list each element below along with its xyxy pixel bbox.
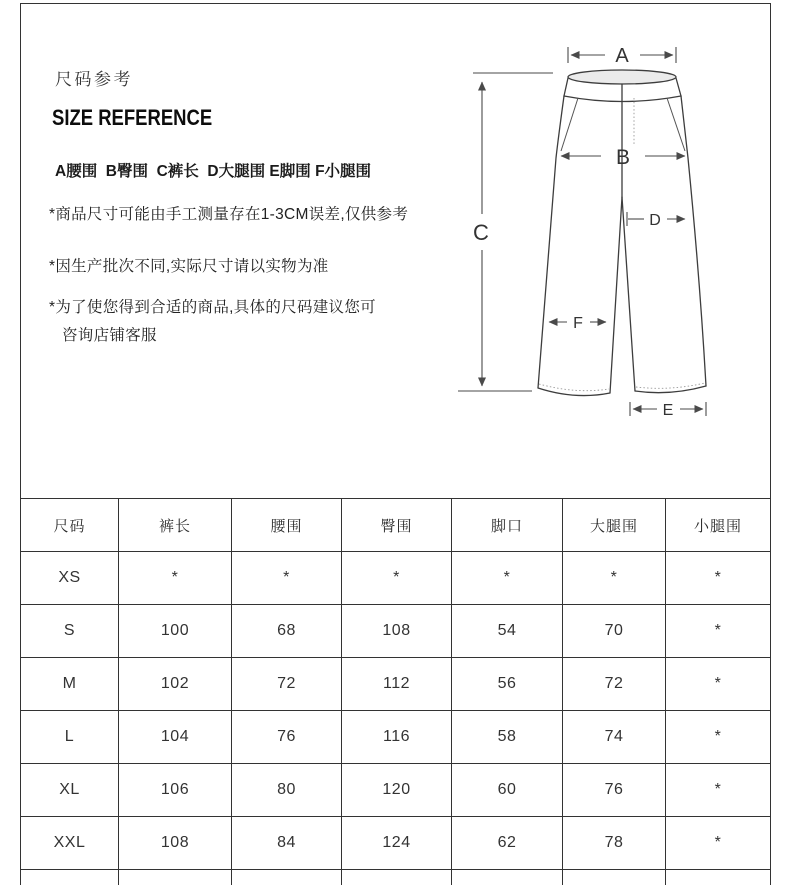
table-row-s [21, 605, 771, 658]
table-row-partial [21, 870, 771, 885]
dim-label-b: B [615, 146, 631, 169]
pants-diagram [450, 40, 782, 420]
note-measure-tolerance: *商品尺寸可能由手工测量存在1-3CM误差,仅供参考 [49, 206, 409, 223]
value-cell: 80 [232, 764, 342, 817]
value-cell: 102 [119, 658, 232, 711]
value-cell: 78 [563, 817, 666, 870]
value-cell: * [232, 552, 342, 605]
col-header-hip: 臀围 [342, 499, 452, 552]
value-cell: * [666, 658, 771, 711]
page-title-cn: 尺码参考 [55, 70, 133, 89]
table-header-row [21, 499, 771, 552]
value-cell: 54 [452, 605, 563, 658]
col-header-leg-opening: 脚口 [452, 499, 563, 552]
col-header-thigh: 大腿围 [563, 499, 666, 552]
value-cell: 84 [232, 817, 342, 870]
dim-label-d: D [649, 212, 661, 229]
value-cell: * [342, 552, 452, 605]
size-cell: XS [21, 552, 119, 605]
table-row-xl [21, 764, 771, 817]
note-size-advice-line1: *为了使您得到合适的商品,具体的尺码建议您可 [49, 299, 376, 316]
value-cell: 124 [342, 817, 452, 870]
col-header-calf: 小腿围 [666, 499, 771, 552]
value-cell: 58 [452, 711, 563, 764]
value-cell: * [666, 817, 771, 870]
size-table [20, 498, 771, 885]
value-cell: 76 [232, 711, 342, 764]
size-cell: XL [21, 764, 119, 817]
size-cell: L [21, 711, 119, 764]
value-cell: * [666, 764, 771, 817]
value-cell: 72 [563, 658, 666, 711]
value-cell: 72 [232, 658, 342, 711]
pants-outline [538, 70, 706, 396]
value-cell: 56 [452, 658, 563, 711]
pocket-lines [561, 98, 685, 151]
page-title-en: SIZE REFERENCE [52, 105, 213, 130]
col-header-size: 尺码 [21, 499, 119, 552]
table-row-xs [21, 552, 771, 605]
value-cell: 60 [452, 764, 563, 817]
value-cell: 62 [452, 817, 563, 870]
value-cell: * [666, 711, 771, 764]
dim-label-e: E [662, 402, 674, 419]
size-cell: S [21, 605, 119, 658]
value-cell: 120 [342, 764, 452, 817]
table-row-xxl [21, 817, 771, 870]
value-cell: 100 [119, 605, 232, 658]
value-cell: 106 [119, 764, 232, 817]
value-cell: 108 [119, 817, 232, 870]
value-cell: * [563, 552, 666, 605]
value-cell: 112 [342, 658, 452, 711]
dim-label-a: A [615, 45, 629, 67]
table-row-m [21, 658, 771, 711]
value-cell: 104 [119, 711, 232, 764]
value-cell: 108 [342, 605, 452, 658]
value-cell: 68 [232, 605, 342, 658]
col-header-pant-length: 裤长 [119, 499, 232, 552]
dim-label-f: F [573, 315, 583, 332]
value-cell: 70 [563, 605, 666, 658]
measurement-legend: A腰围 B臀围 C裤长 D大腿围 E脚围 F小腿围 [55, 163, 372, 180]
value-cell: * [452, 552, 563, 605]
note-batch-difference: *因生产批次不同,实际尺寸请以实物为准 [49, 258, 329, 275]
note-size-advice-line2: 咨询店铺客服 [62, 327, 157, 344]
value-cell: * [666, 605, 771, 658]
size-cell: XXL [21, 817, 119, 870]
size-cell: M [21, 658, 119, 711]
value-cell: * [666, 552, 771, 605]
dim-label-c: C [473, 220, 489, 245]
value-cell: 116 [342, 711, 452, 764]
value-cell: 76 [563, 764, 666, 817]
value-cell: 74 [563, 711, 666, 764]
table-row-l [21, 711, 771, 764]
value-cell: * [119, 552, 232, 605]
col-header-waist: 腰围 [232, 499, 342, 552]
